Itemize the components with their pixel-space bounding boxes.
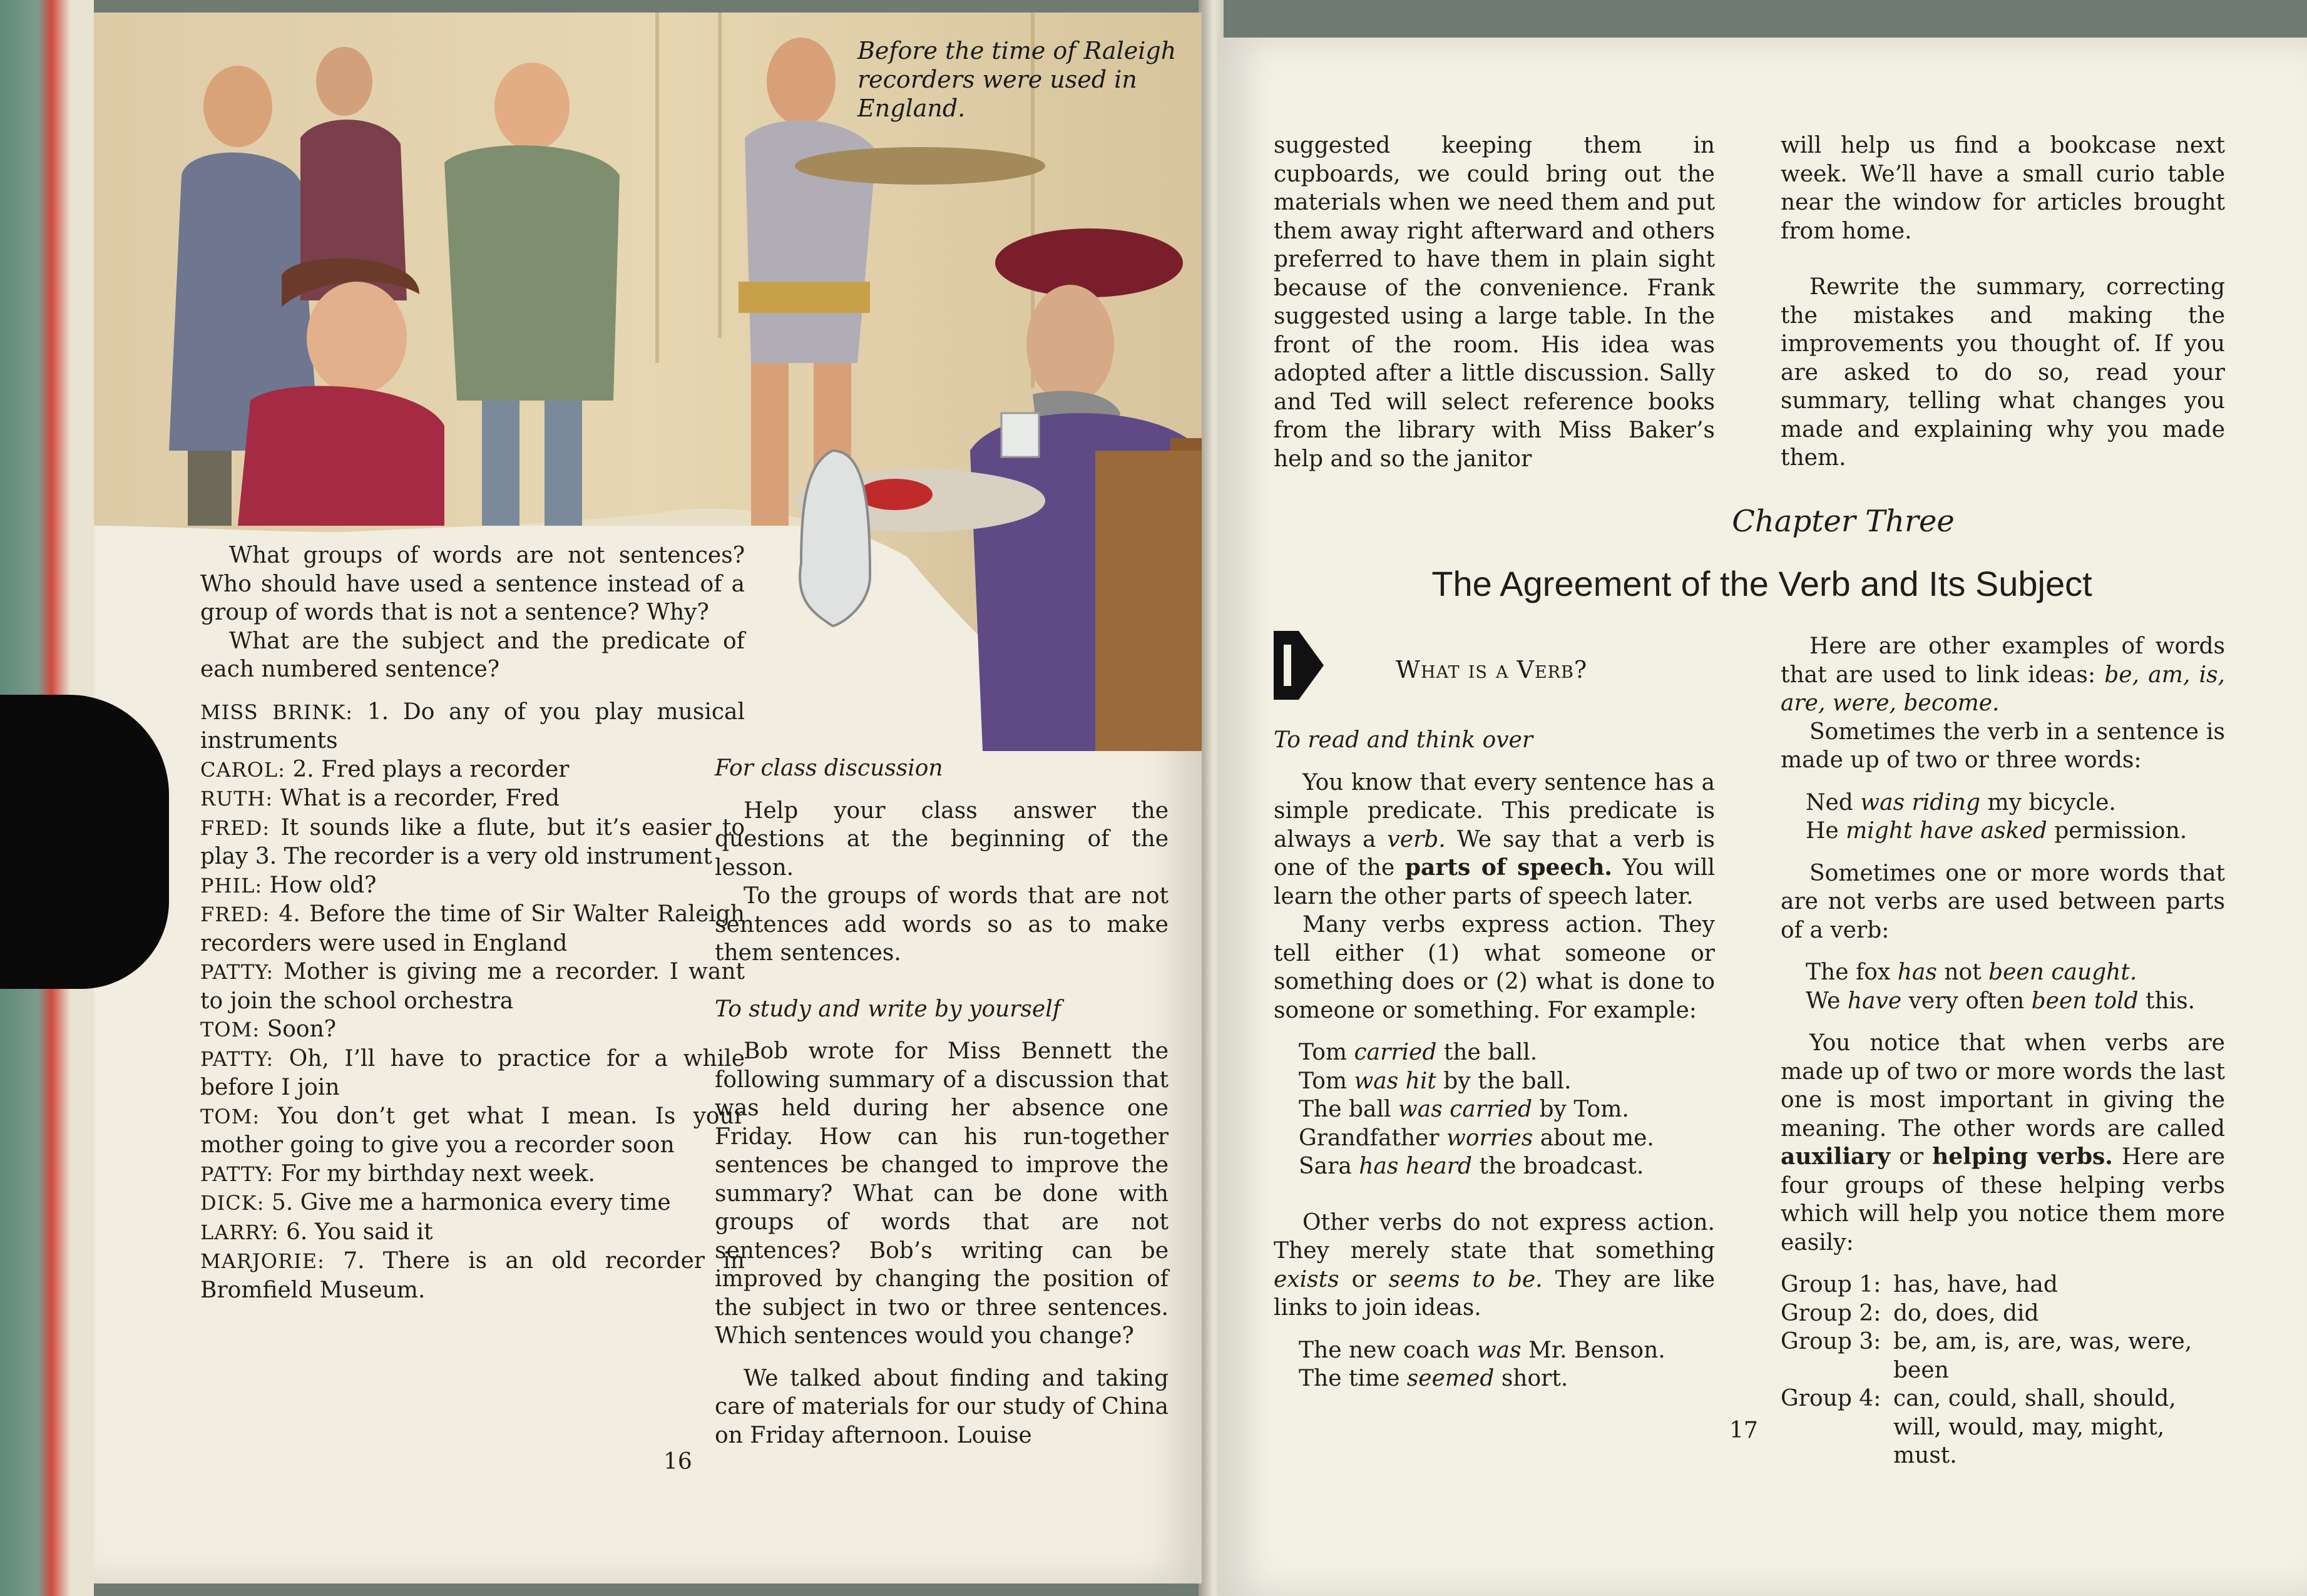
speaker-name: MARJORIE: <box>200 1249 325 1273</box>
dialogue-line <box>200 958 745 1015</box>
dialogue-text: 6. You said it <box>279 1219 433 1245</box>
link-examples <box>1274 1336 1715 1393</box>
speaker-name: CAROL: <box>200 757 285 782</box>
example-line: The new coach was Mr. Benson. <box>1299 1337 1665 1363</box>
illustration-caption <box>857 36 1195 123</box>
split-verb-examples <box>1781 958 2225 1015</box>
right-top-column-2 <box>1781 131 2225 473</box>
speaker-name: PATTY: <box>200 1162 274 1186</box>
dialogue-text: It sounds like a flute, but it’s easier to play 3. The recorder is a very old instrument <box>200 814 745 869</box>
example-line: Sara has heard the broadcast. <box>1299 1154 1644 1179</box>
multi-word-paragraph: Sometimes the verb in a sentence is made up of two or three words: <box>1781 719 2225 773</box>
group-row: Group 4: can, could, shall, should, will, would, may, might, must. <box>1781 1386 2176 1468</box>
dialogue-line <box>200 1015 745 1045</box>
speaker-name: PATTY: <box>200 960 274 984</box>
page-number-16: 16 <box>663 1449 692 1475</box>
example-line: Grandfather worries about me. <box>1299 1125 1654 1151</box>
right-lower-column-2 <box>1781 632 2225 1470</box>
example-line: The fox has not been caught. <box>1806 959 2137 985</box>
example-line: The ball was carried by Tom. <box>1299 1097 1629 1122</box>
multi-word-examples <box>1781 789 2225 846</box>
dialogue-line <box>200 784 745 814</box>
class-discussion-heading: For class discussion <box>715 755 943 781</box>
dialogue-text: Oh, I’ll have to practice for a while before I join <box>200 1045 745 1100</box>
dialogue-line <box>200 698 745 755</box>
left-column-1 <box>200 541 745 1304</box>
verb-paragraph-2: Many verbs express action. They tell either (1) what someone or something does or (2) what is done to someone or something. For example: <box>1274 912 1715 1023</box>
dialogue-line <box>200 1189 745 1218</box>
speaker-name: DICK: <box>200 1191 265 1215</box>
study-heading: To study and write by yourself <box>715 996 1061 1022</box>
example-line: The time seemed short. <box>1299 1366 1568 1391</box>
dialogue-line <box>200 755 745 785</box>
speaker-name: FRED: <box>200 903 270 926</box>
speaker-name: PHIL: <box>200 873 263 898</box>
dialogue-text: 4. Before the time of Sir Walter Raleigh recorders were used in England <box>200 901 745 956</box>
left-page <box>94 13 1202 1583</box>
summary-continued: suggested keeping them in cupboards, we could bring out the materials when we need them and put them away right afterward and others preferred to have them in plain sight because of the convenience. Frank suggested using a large table. In the front of the room. His idea was adopted after a little discussion. Sally and Ted will select reference books from the library with Miss Baker’s help and so the janitor <box>1274 133 1715 472</box>
example-line: We have very often been told this. <box>1806 988 2196 1014</box>
dialogue-line <box>200 1045 745 1102</box>
dialogue-line <box>200 900 745 958</box>
helping-verb-groups <box>1781 1271 2225 1470</box>
speaker-name: LARRY: <box>200 1220 279 1244</box>
group-row: Group 1: has, have, had <box>1781 1272 2058 1297</box>
speaker-name: MISS BRINK: <box>200 700 354 724</box>
dialogue-text: Soon? <box>260 1016 337 1042</box>
example-line: Tom was hit by the ball. <box>1299 1068 1572 1094</box>
dialogue-line <box>200 1218 745 1247</box>
chapter-title: The Agreement of the Verb and Its Subject <box>1431 564 2092 603</box>
dialogue-line <box>200 1247 745 1304</box>
dialogue-line <box>200 1160 745 1189</box>
dialogue-text: For my birthday next week. <box>274 1160 595 1187</box>
example-line: He might have asked permission. <box>1806 818 2187 844</box>
verb-paragraph-3: Other verbs do not express action. They merely state that something exists or seems to be. They are like links to join ideas. <box>1274 1209 1716 1321</box>
right-lower-column-1 <box>1274 726 1715 1393</box>
example-line: Ned was riding my bicycle. <box>1806 789 2116 816</box>
dialogue-text: 5. Give me a harmonica every time <box>264 1190 671 1215</box>
dialogue-text: 2. Fred plays a recorder <box>285 756 570 782</box>
link-words-paragraph: Here are other examples of words that are used to link ideas: be, am, is, are, were, become. <box>1781 633 2226 716</box>
group-row: Group 2: do, does, did <box>1781 1300 2039 1326</box>
summary-paragraph: We talked about finding and taking care of materials for our study of China on Friday afternoon. Louise <box>715 1365 1169 1448</box>
speaker-name: TOM: <box>200 1018 260 1041</box>
verb-paragraph-1: You know that every sentence has a simple predicate. This predicate is always a verb. We say that a verb is one of the parts of speech. You will learn the other parts of speech later. <box>1274 769 1715 909</box>
right-top-column-1 <box>1274 131 1715 473</box>
study-paragraph: Bob wrote for Miss Bennett the following summary of a discussion that was held during her absence one Friday. How can his run-together sentences be changed to improve the summary? What can be done with groups of words that are not sentences? Bob’s writing can be improved by changing the position of the subject in two or three sentences. Which sentences would you change? <box>715 1038 1169 1349</box>
between-parts-paragraph: Sometimes one or more words that are not verbs are used between parts of a verb: <box>1781 860 2225 943</box>
caption-line-2: recorders were used in England. <box>857 66 1137 122</box>
left-column-2 <box>715 754 1169 1450</box>
dialogue-line <box>200 814 745 871</box>
dialogue-text: You don’t get what I mean. Is your mother going to give you a recorder soon <box>200 1103 745 1158</box>
right-page <box>1217 38 2307 1596</box>
helping-verbs-paragraph: You notice that when verbs are made up of two or more words the last one is most important in giving the meaning. The other words are called auxiliary or helping verbs. Here are four groups of these helping verbs which will help you notice them more easily: <box>1781 1030 2225 1256</box>
speaker-name: TOM: <box>200 1104 260 1128</box>
dialogue-text: 7. There is an old recorder in Bromfield Museum. <box>200 1248 745 1303</box>
dialogue-text: 1. Do any of you play musical instruments <box>200 698 745 754</box>
discussion-paragraph-1: Help your class answer the questions at the beginning of the lesson. <box>715 797 1169 881</box>
section-title: What is a Verb? <box>1396 656 1588 683</box>
dialogue-text: What is a recorder, Fred <box>273 785 560 811</box>
rewrite-instructions: Rewrite the summary, correcting the mistakes and making the improvements you thought of. If you are asked to do so, read your summary, telling what changes you made and explaining why you made them. <box>1781 274 2225 471</box>
summary-end: will help us find a bookcase next week. We’ll have a small curio table near the window for articles brought from home. <box>1781 133 2225 244</box>
group-row: Group 3: be, am, is, are, was, were, been <box>1781 1329 2192 1383</box>
caption-line-1: Before the time of Raleigh <box>857 37 1177 64</box>
question-paragraph-2: What are the subject and the predicate of each numbered sentence? <box>200 628 745 682</box>
read-think-heading: To read and think over <box>1274 727 1533 753</box>
page-number-17: 17 <box>1729 1418 1758 1443</box>
example-line: Tom carried the ball. <box>1299 1040 1538 1065</box>
speaker-name: RUTH: <box>200 787 274 811</box>
section-arrow-icon <box>1274 631 1324 700</box>
action-examples <box>1274 1038 1715 1181</box>
question-paragraph-1: What groups of words are not sentences? Who should have used a sentence instead of a group of words that is not a sentence? Why? <box>200 543 745 625</box>
speaker-name: FRED: <box>200 816 270 840</box>
chapter-label: Chapter Three <box>1732 504 1955 539</box>
dialogue-text: Mother is giving me a recorder. I want to join the school orchestra <box>200 959 745 1014</box>
speaker-name: PATTY: <box>200 1046 274 1071</box>
thumb-shadow <box>0 695 169 989</box>
discussion-paragraph-2: To the groups of words that are not sentences add words so as to make them sentences. <box>715 883 1169 966</box>
dialogue-line <box>200 871 745 901</box>
dialogue-line <box>200 1102 745 1160</box>
dialogue-text: How old? <box>262 872 377 898</box>
